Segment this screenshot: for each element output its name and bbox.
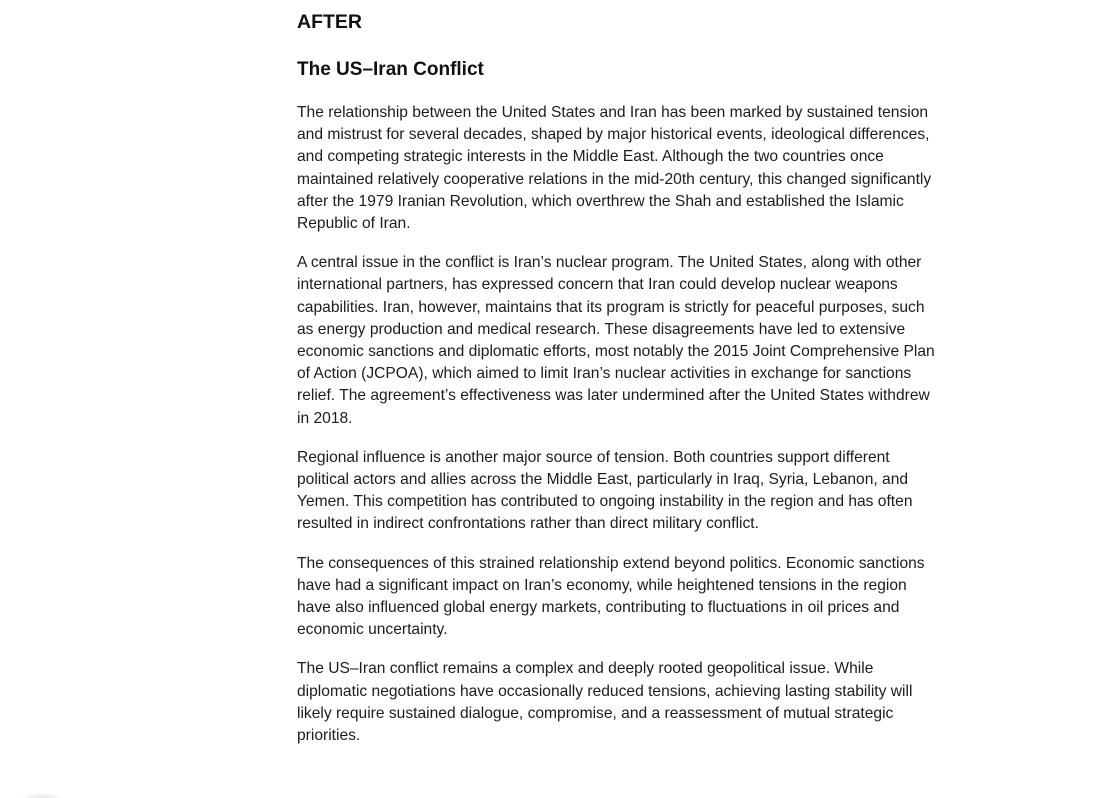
- article-paragraph: The US–Iran conflict remains a complex and deeply rooted geopolitical issue. While diplomatic negotiations have occasionally reduced tensions, achieving lasting stability will likely require sustained dialogue, compromise, and a reassessment of mutual strategic priorities.: [297, 660, 913, 745]
- article-paragraph: A central issue in the conflict is Iran’s nuclear program. The United States, along with other international partners, has expressed concern that Iran could develop nuclear weapons capabilities. Iran, however, maintains that its program is strictly for peaceful purposes, such as energy production and medical research. These disagreements have led to extensive economic sanctions and diplomatic efforts, most notably the 2015 Joint Comprehensive Plan of Action (JCPOA), which aimed to limit Iran’s nuclear activities in exchange for sanctions relief. The agreement’s effectiveness was later undermined after the United States withdrew in 2018.: [297, 254, 935, 427]
- article-title: The US–Iran Conflict: [297, 59, 484, 80]
- article-paragraph: The consequences of this strained relationship extend beyond politics. Economic sanctions have had a significant impact on Iran’s economy, while heightened tensions in the region have also influenced global energy markets, contributing to fluctuations in oil prices and economic uncertainty.: [297, 554, 925, 639]
- article-paragraph: The relationship between the United States and Iran has been marked by sustained tension and mistrust for several decades, shaped by major historical events, ideological differences, and competing strategic interests in the Middle East. Although the two countries once maintained relatively cooperative relations in the mid-20th century, this changed significantly after the 1979 Iranian Revolution, which overthrew the Shah and established the Islamic Republic of Iran.: [297, 104, 932, 233]
- article: [297, 10, 937, 747]
- article-paragraph: Regional influence is another major source of tension. Both countries support different political actors and allies across the Middle East, particularly in Iraq, Syria, Lebanon, and Yemen. This competition has contributed to ongoing instability in the region and has often resulted in indirect confrontations rather than direct military conflict.: [297, 448, 913, 533]
- corner-shadow: [20, 792, 64, 798]
- section-label: AFTER: [297, 11, 362, 33]
